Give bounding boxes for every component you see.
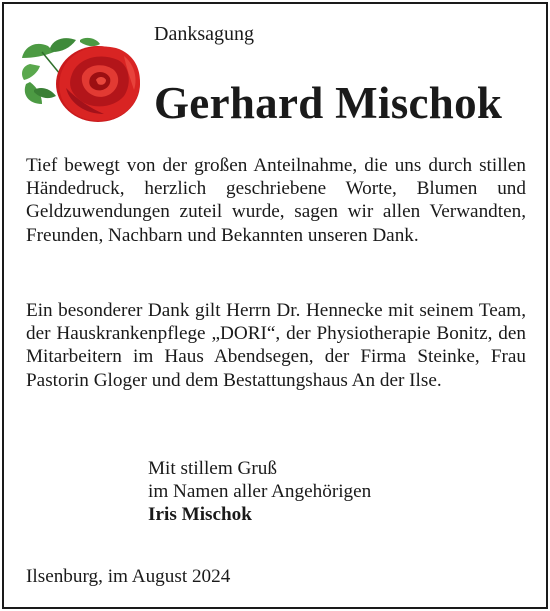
red-rose-icon [20,34,152,124]
signer-name: Iris Mischok [148,504,252,526]
closing-block [148,457,371,527]
special-thanks-paragraph: Ein besonderer Dank gilt Herrn Dr. Hennecke mit seinem Team, der Hauskrankenpflege „DORI“, der Physiotherapie Bonitz, den Mitarbeitern im Haus Abendsegen, der Firma Steinke, Frau Pastorin Gloger und dem Bestattungshaus An der Ilse. [26,300,526,391]
closing-greeting: Mit stillem Gruß [148,458,277,479]
deceased-name: Gerhard Mischok [154,78,503,128]
place-date: Ilsenburg, im August 2024 [26,566,231,587]
notice-heading: Danksagung [154,23,254,45]
thanks-paragraph: Tief bewegt von der großen Anteilnahme, die uns durch stillen Händedruck, herzlich geschriebene Worte, Blumen und Geldzuwendungen zuteil wurde, sagen wir allen Verwandten, Freunden, Nachbarn und Bekannten unseren Dank. [26,155,526,246]
closing-on-behalf: im Namen aller Angehörigen [148,481,372,503]
